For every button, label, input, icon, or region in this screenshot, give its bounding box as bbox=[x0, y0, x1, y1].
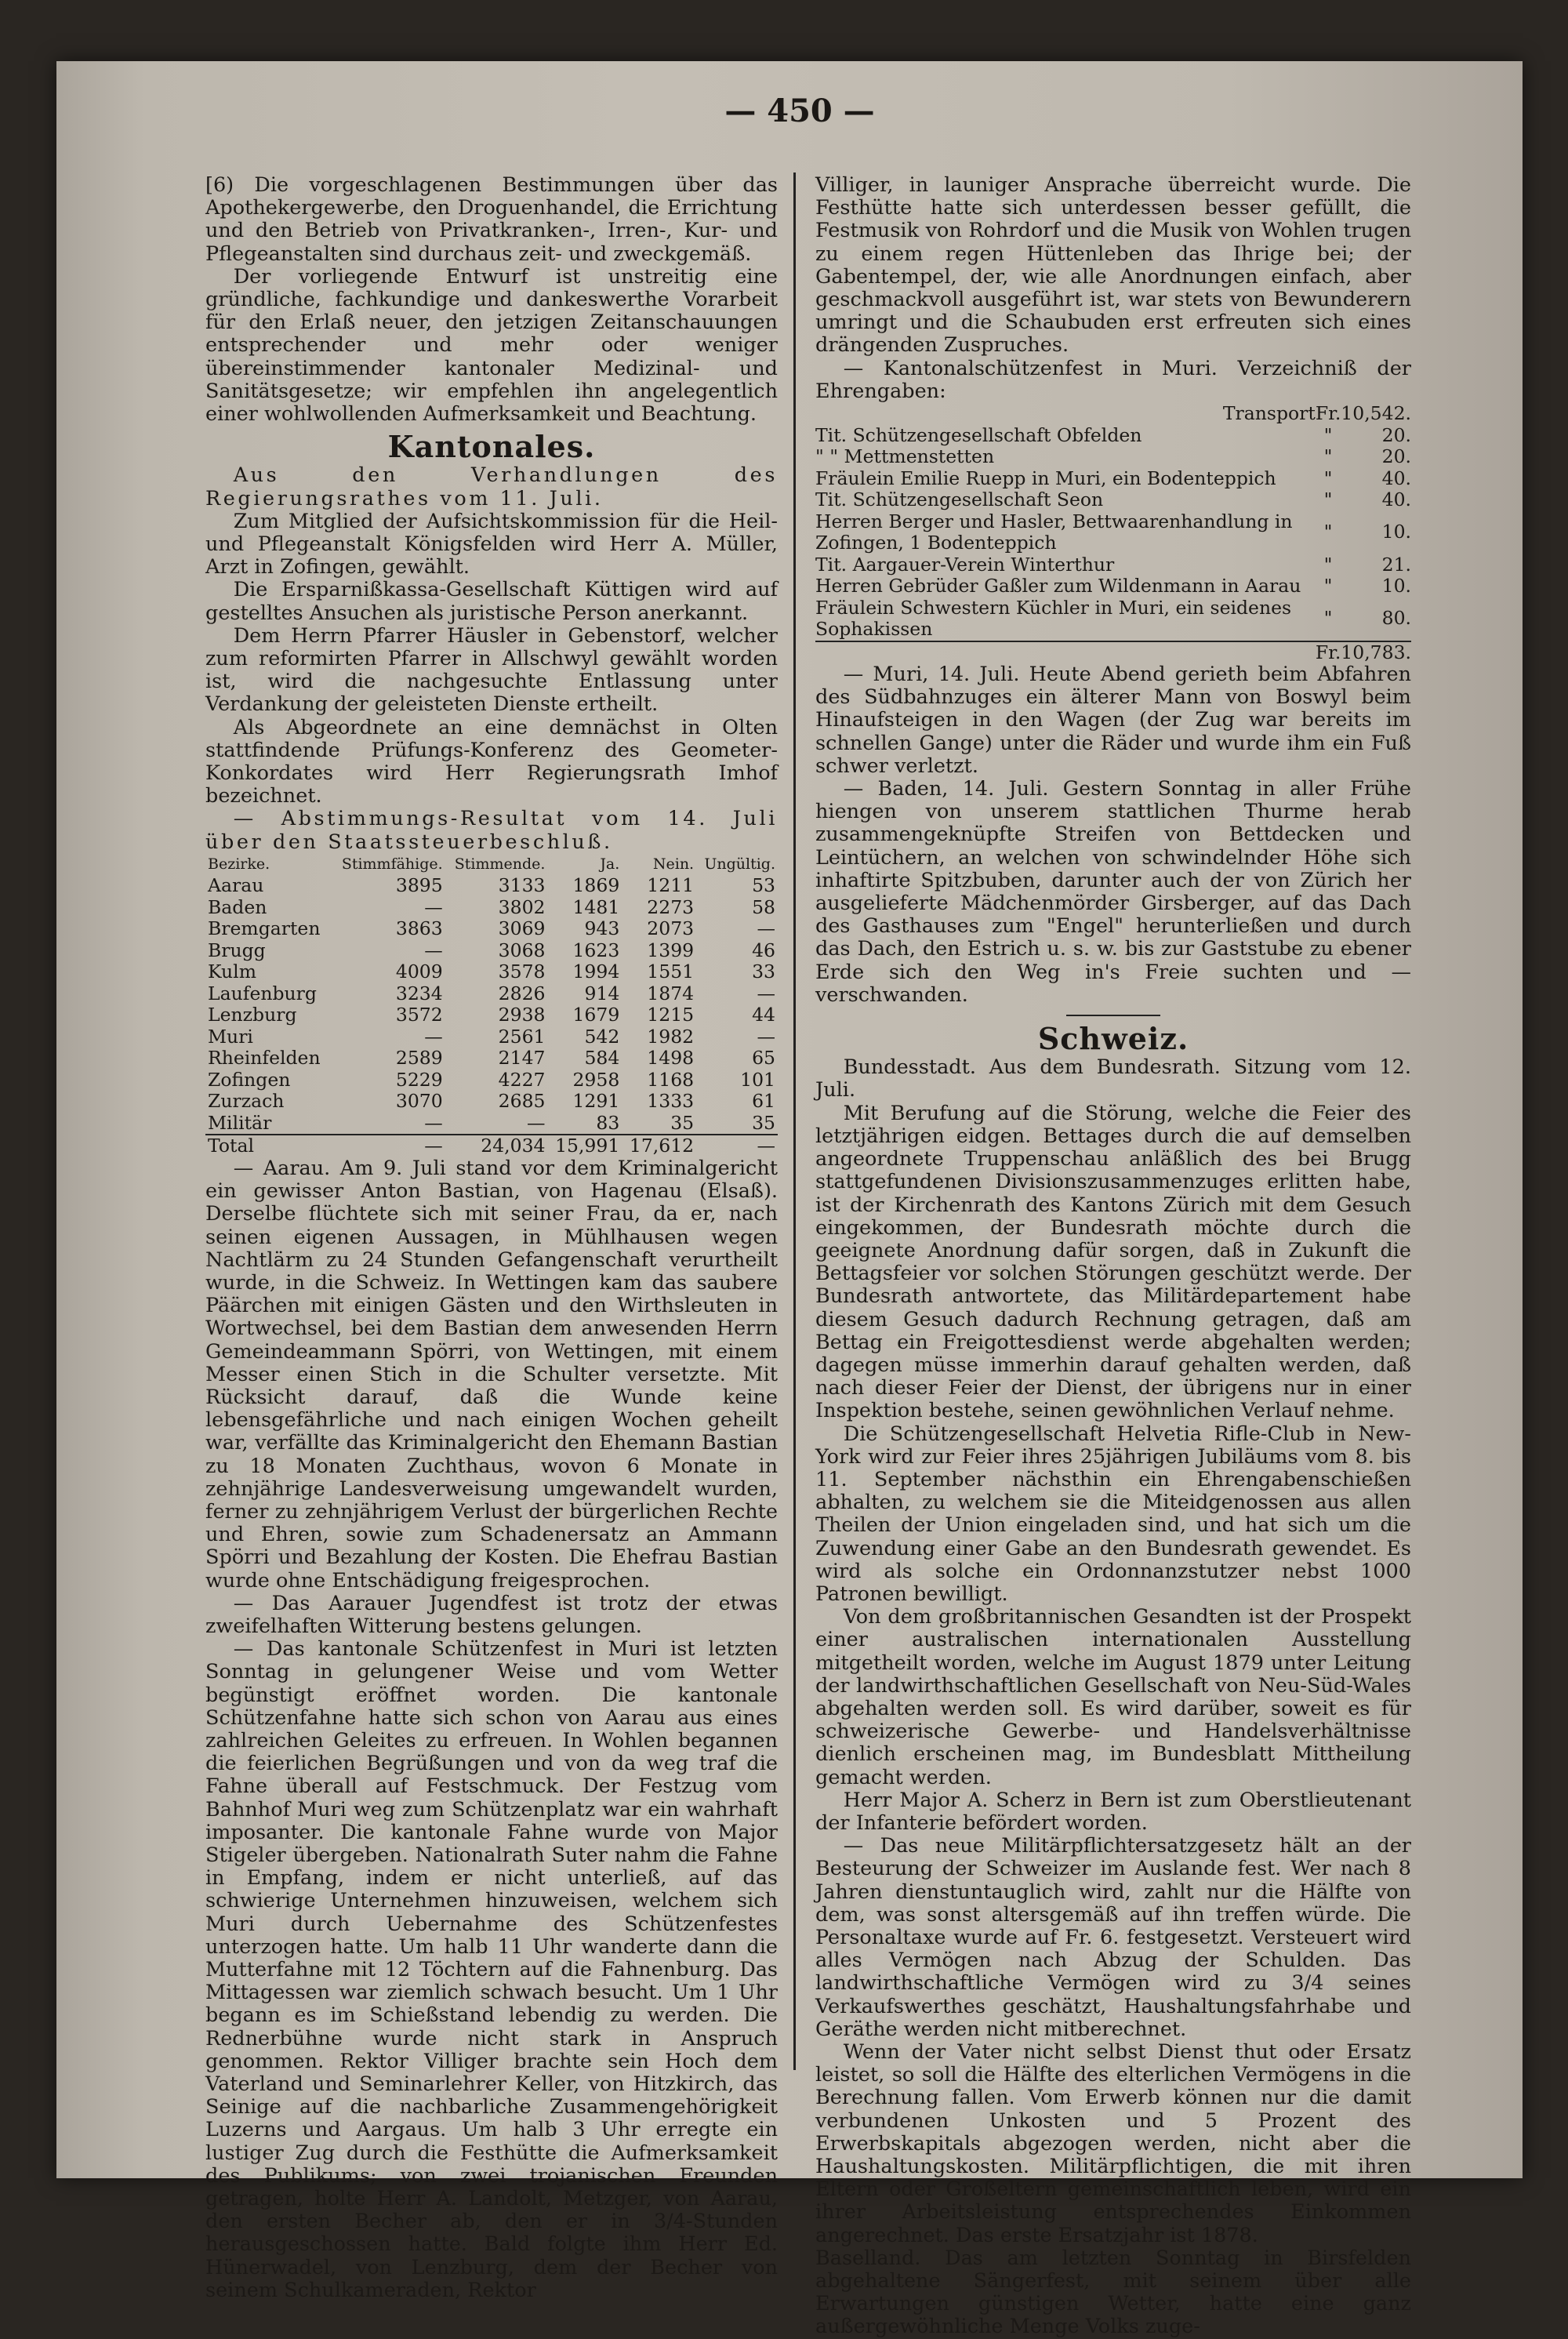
right-column bbox=[815, 174, 1411, 2339]
table-header-row bbox=[205, 854, 778, 876]
donation-amount: 10. bbox=[1381, 521, 1411, 543]
table-cell: 2938 bbox=[498, 1004, 546, 1026]
table-cell: 1399 bbox=[647, 939, 695, 961]
table-cell: 2561 bbox=[498, 1025, 546, 1048]
donation-row bbox=[815, 554, 1411, 576]
donor-name: Fräulein Emilie Ruepp in Muri, ein Bodenteppich bbox=[815, 467, 1276, 489]
table-row bbox=[205, 983, 778, 1005]
table-cell: 2685 bbox=[498, 1090, 546, 1113]
table-cell: 1679 bbox=[572, 1004, 620, 1026]
table-cell: 33 bbox=[752, 961, 775, 983]
table-cell: — bbox=[424, 895, 443, 918]
table-cell: 1498 bbox=[647, 1047, 695, 1070]
donor-name: " " Mettmenstetten bbox=[815, 445, 995, 468]
table-cell: 3234 bbox=[395, 982, 443, 1004]
table-cell: 65 bbox=[752, 1047, 775, 1070]
currency-mark: " bbox=[1323, 553, 1333, 576]
table-cell: 83 bbox=[596, 1111, 620, 1134]
table-row bbox=[205, 1113, 778, 1135]
table-cell: 3068 bbox=[498, 939, 546, 961]
section-heading-kantonales: Kantonales. bbox=[387, 429, 596, 465]
table-cell: 3572 bbox=[395, 1004, 443, 1026]
table-row bbox=[205, 961, 778, 983]
article-paragraph: [6) Die vorgeschlagenen Bestimmungen über das Apothekergewerbe, den Droguenhandel, die Errichtung und den Betrieb von Privatkranken-, Irren-, Kur- und Pflegeanstalten sind durchaus zeit- und zweckgemäß. bbox=[205, 173, 778, 266]
table-cell: 1291 bbox=[572, 1090, 620, 1113]
currency-mark: " bbox=[1323, 423, 1333, 446]
donation-row bbox=[815, 511, 1411, 554]
donation-row bbox=[815, 425, 1411, 447]
table-cell: Muri bbox=[208, 1025, 253, 1048]
donor-name: Tit. Schützengesellschaft Seon bbox=[815, 489, 1104, 511]
table-cell: 2073 bbox=[647, 917, 695, 940]
donation-amount: 20. bbox=[1381, 423, 1411, 446]
donation-amount: 21. bbox=[1381, 553, 1411, 576]
table-cell: 58 bbox=[752, 895, 775, 918]
table-row bbox=[205, 1070, 778, 1091]
donation-amount: 80. bbox=[1381, 607, 1411, 630]
table-cell: Aarau bbox=[208, 874, 264, 897]
table-cell: 3895 bbox=[395, 874, 443, 897]
article-paragraph: — Kantonalschützenfest in Muri. Verzeichniß der Ehrengaben: bbox=[815, 356, 1411, 403]
total-row bbox=[205, 1135, 778, 1157]
table-cell: 542 bbox=[584, 1025, 620, 1048]
table-cell: 1215 bbox=[647, 1004, 695, 1026]
table-cell: 3069 bbox=[498, 917, 546, 940]
donation-row bbox=[815, 403, 1411, 425]
currency-mark: " bbox=[1323, 575, 1333, 597]
table-cell: 46 bbox=[752, 939, 775, 961]
currency-mark: Fr. bbox=[1315, 402, 1341, 425]
table-row bbox=[205, 1026, 778, 1048]
page-number: — 450 — bbox=[724, 93, 875, 129]
table-cell: — bbox=[526, 1111, 546, 1134]
donor-name: Fräulein Schwestern Küchler in Muri, ein seidenes Sophakissen bbox=[815, 596, 1292, 641]
donor-name: Herren Gebrüder Gaßler zum Wildenmann in Aarau bbox=[815, 575, 1301, 597]
article-paragraph: Zum Mitglied der Aufsichtskommission für die Heil- und Pflegeanstalt Königsfelden wird Herr A. Müller, Arzt in Zofingen, gewählt. bbox=[205, 509, 778, 579]
table-cell: Laufenburg bbox=[208, 982, 317, 1004]
table-cell: — bbox=[332, 1135, 445, 1157]
table-cell: 1168 bbox=[647, 1068, 695, 1091]
table-cell: 2826 bbox=[498, 982, 546, 1004]
currency-mark: " bbox=[1323, 489, 1333, 511]
column-header: Stimmfähige. bbox=[341, 855, 443, 873]
table-cell: 61 bbox=[752, 1090, 775, 1113]
donation-amount: 40. bbox=[1381, 467, 1411, 489]
donation-row bbox=[815, 468, 1411, 490]
table-cell: 3578 bbox=[498, 961, 546, 983]
table-cell: 2273 bbox=[647, 895, 695, 918]
table-cell: 1623 bbox=[572, 939, 620, 961]
table-cell: 2147 bbox=[498, 1047, 546, 1070]
column-header: Nein. bbox=[652, 855, 695, 873]
table-cell: 1982 bbox=[647, 1025, 695, 1048]
table-cell: 914 bbox=[584, 982, 620, 1004]
article-paragraph: Von dem großbritannischen Gesandten ist der Prospekt einer australischen internationalen Ausstellung mitgetheilt worden, welche im August 1879 unter Leitung der landwirthschaftlichen Gesellschaft von Neu-Süd-Wales abgehalten werden soll. Es wird darüber, soweit es für schweizerische Gewerbe- und Handelsverhältnisse dienlich erscheinen mag, im Bundesblatt Mittheilung gemacht werden. bbox=[815, 1605, 1411, 1789]
article-paragraph: Baselland. Das am letzten Sonntag in Birsfelden abgehaltene Sängerfest, mit seinem über alle Erwartungen günstigen Wetter, hatte eine ganz außergewöhnliche Menge Volks zuge- bbox=[815, 2246, 1411, 2339]
article-paragraph: Die Schützengesellschaft Helvetia Rifle-Club in New-York wird zur Feier ihres 25jährigen Jubiläums vom 8. bis 11. September nächsthin ein Ehrengabenschießen abhalten, zu welchem sie die Miteidgenossen aus allen Theilen der Union eingeladen sind, und hat sich um die Zuwendung einer Gabe an den Bundesrath gewendet. Es wird als solche ein Ordonnanzstutzer nebst 1000 Patronen bewilligt. bbox=[815, 1422, 1411, 1606]
column-header: Stimmende. bbox=[454, 855, 546, 873]
table-cell: Rheinfelden bbox=[208, 1047, 321, 1070]
table-cell: 943 bbox=[584, 917, 620, 940]
table-cell: 35 bbox=[752, 1111, 775, 1134]
table-cell: 2589 bbox=[395, 1047, 443, 1070]
donations-total-row bbox=[815, 641, 1411, 664]
table-cell: Bremgarten bbox=[208, 917, 321, 940]
table-cell: — bbox=[757, 917, 775, 940]
table-cell: 1211 bbox=[647, 874, 695, 897]
currency-mark: " bbox=[1323, 445, 1333, 468]
section-heading-schweiz: Schweiz. bbox=[1037, 1021, 1189, 1057]
table-cell: 1481 bbox=[572, 895, 620, 918]
article-paragraph: — Baden, 14. Juli. Gestern Sonntag in aller Frühe hiengen von unserem stattlichen Thurme herab zusammengeknüpfte Streifen von Bettdecken und Leintüchern, an welchen von schwindelnder Höhe sich inhaftirte Spitzbuben, darunter auch der von Zürich her ausgelieferte Mädchenmörder Girsberger, auf das Dach des Gasthauses zum "Engel" herunterließen und durch das Dach, den Estrich u. s. w. bis zur Gaststube zu ebener Erde sich den Weg in's Freie suchten und — verschwanden. bbox=[815, 777, 1411, 1007]
donation-amount: 10,783. bbox=[1341, 641, 1411, 663]
column-header: Ungültig. bbox=[704, 855, 775, 873]
table-cell: Lenzburg bbox=[208, 1004, 297, 1026]
table-cell: 1874 bbox=[647, 982, 695, 1004]
donation-row bbox=[815, 597, 1411, 641]
donor-name: Tit. Schützengesellschaft Obfelden bbox=[815, 423, 1142, 446]
table-cell: 4227 bbox=[498, 1068, 546, 1091]
table-cell: 3863 bbox=[395, 917, 443, 940]
article-paragraph: Dem Herrn Pfarrer Häusler in Gebenstorf, welcher zum reformirten Pfarrer in Allschwyl gewählt worden ist, wird die nachgesuchte Entlassung unter Verdankung der geleisteten Dienste ertheilt. bbox=[205, 623, 778, 717]
table-cell: 1551 bbox=[647, 961, 695, 983]
table-cell: 5229 bbox=[395, 1068, 443, 1091]
article-paragraph: Villiger, in launiger Ansprache überreicht wurde. Die Festhütte hatte sich unterdessen besser gefüllt, die Festmusik von Rohrdorf und die Musik von Wohlen trugen zu einem regen Hüttenleben das Ihrige bei; der Gabentempel, der, wie alle Anordnungen einfach, aber geschmackvoll ausgeführt ist, war stets von Bewunderern umringt und die Schaubuden erst erfreuten sich eines drängenden Zuspruches. bbox=[815, 173, 1411, 358]
table-cell: Total bbox=[205, 1135, 332, 1157]
table-cell: 24,034 bbox=[445, 1135, 548, 1157]
table-cell: 15,991 bbox=[547, 1135, 622, 1157]
donation-row bbox=[815, 576, 1411, 597]
table-cell: 3070 bbox=[395, 1090, 443, 1113]
vote-results-table bbox=[205, 854, 778, 1157]
article-paragraph: — Das Aarauer Jugendfest ist trotz der etwas zweifelhaften Witterung bestens gelungen. bbox=[205, 1591, 778, 1638]
left-column bbox=[205, 174, 778, 2302]
column-header: Ja. bbox=[600, 855, 620, 873]
currency-mark: " bbox=[1323, 607, 1333, 630]
currency-mark: " bbox=[1323, 521, 1333, 543]
donor-name: Tit. Aargauer-Verein Winterthur bbox=[815, 553, 1115, 576]
table-row bbox=[205, 940, 778, 962]
table-cell: — bbox=[424, 1111, 443, 1134]
table-cell: — bbox=[696, 1135, 778, 1157]
table-cell: 584 bbox=[584, 1047, 620, 1070]
table-row bbox=[205, 1048, 778, 1070]
article-subheading: Aus den Verhandlungen des Regierungsrathes vom 11. Juli. bbox=[205, 463, 778, 510]
table-cell: Brugg bbox=[208, 939, 266, 961]
donations-table bbox=[815, 403, 1411, 663]
article-paragraph: — Das kantonale Schützenfest in Muri ist letzten Sonntag in gelungener Weise und vom Wetter begünstigt eröffnet worden. Die kantonale Schützenfahne hatte sich schon von Aarau aus eines zahlreichen Geleites zu erfreuen. In Wohlen begannen die feierlichen Begrüßungen und von da weg traf die Fahne überall auf Festschmuck. Der Festzug vom Bahnhof Muri weg zum Schützenplatz war ein wahrhaft imposanter. Die kantonale Fahne wurde von Major Stigeler übergeben. Nationalrath Suter nahm die Fahne in Empfang, indem er nicht unterließ, auf das schwierige Unternehmen hinzuweisen, welchem sich Muri durch Uebernahme des Schützenfestes unterzogen hatte. Um halb 11 Uhr wanderte dann die Mutterfahne mit 12 Töchtern auf die Fahnenburg. Das Mittagessen war ziemlich schwach besucht. Um 1 Uhr begann es im Schießstand lebendig zu werden. Die Rednerbühne wurde nicht stark in Anspruch genommen. Rektor Villiger brachte sein Hoch dem Vaterland und Seminarlehrer Keller, von Hitzkirch, das Seinige auf die nachbarliche Zusammengehörigkeit Luzerns und Aargaus. Um halb 3 Uhr erregte ein lustiger Zug durch die Festhütte die Aufmerksamkeit des Publikums; von zwei trojanischen Freunden getragen, holte Herr A. Landolt, Metzger, von Aarau, den ersten Becher ab, den er in 3/4-Stunden herausgeschossen hatte. Bald folgte ihm Herr Ed. Hünerwadel, von Lenzburg, dem der Becher von seinem Schulkameraden, Rektor bbox=[205, 1637, 778, 2302]
table-cell: Zurzach bbox=[208, 1090, 285, 1113]
donor-name: Herren Berger und Hasler, Bettwaarenhandlung in Zofingen, 1 Bodenteppich bbox=[815, 510, 1293, 554]
article-paragraph: Der vorliegende Entwurf ist unstreitig eine gründliche, fachkundige und dankeswerthe Vorarbeit für den Erlaß neuer, den jetzigen Zeitanschauungen entsprechender und mehr oder weniger übereinstimmender kantonaler Medizinal- und Sanitätsgesetze; wir empfehlen ihn angelegentlich einer wohlwollenden Aufmerksamkeit und Beachtung. bbox=[205, 264, 778, 427]
article-paragraph: Wenn der Vater nicht selbst Dienst thut oder Ersatz leistet, so soll die Hälfte des elterlichen Vermögens in die Berechnung fallen. Vom Erwerb können nur die damit verbundenen Unkosten und 5 Prozent des Erwerbskapitals abgezogen werden, nicht aber die Haushaltungskosten. Militärpflichtigen, die mit ihren Eltern oder Großeltern gemeinschaftlich leben, wird ein ihrer Arbeitsleistung entsprechendes Einkommen angerechnet. Das erste Ersatzjahr ist 1878. bbox=[815, 2040, 1411, 2247]
article-paragraph: — Aarau. Am 9. Juli stand vor dem Kriminalgericht ein gewisser Anton Bastian, von Hagenau (Elsaß). Derselbe flüchtete sich mit seiner Frau, da er, nach seinen eigenen Aussagen, in Mühlhausen wegen Nachtlärm zu 24 Stunden Gefangenschaft verurtheilt wurde, in die Schweiz. In Wettingen kam das saubere Päärchen mit einigen Gästen und den Wirthsleuten in Wortwechsel, bei dem Bastian dem anwesenden Herrn Gemeindeammann Spörri, von Wettingen, mit einem Messer einen Stich in die Schulter versetzte. Mit Rücksicht darauf, daß die Wunde keine lebensgefährliche und nach einigen Wochen geheilt war, verfällte das Kriminalgericht den Ehemann Bastian zu 18 Monaten Zuchthaus, wovon 6 Monate in zehnjährige Landesverweisung umgewandelt wurden, ferner zu zehnjährigem Verlust der bürgerlichen Rechte und Ehren, sowie zum Schadenersatz an Ammann Spörri und Bezahlung der Kosten. Die Ehefrau Bastian wurde ohne Entschädigung freigesprochen. bbox=[205, 1156, 778, 1593]
donation-row bbox=[815, 489, 1411, 511]
table-cell: — bbox=[424, 1025, 443, 1048]
table-cell: 35 bbox=[670, 1111, 695, 1134]
article-paragraph: Die Ersparnißkassa-Gesellschaft Küttigen wird auf gestelltes Ansuchen als juristische Person anerkannt. bbox=[205, 578, 778, 625]
table-cell: — bbox=[424, 939, 443, 961]
table-cell: 101 bbox=[740, 1068, 775, 1091]
article-paragraph: — Muri, 14. Juli. Heute Abend gerieth beim Abfahren des Südbahnzuges ein älterer Mann von Boswyl beim Hinaufsteigen in den Wagen (der Zug war bereits im schnellen Gange) unter die Räder und wurde ihm ein Fuß schwer verletzt. bbox=[815, 663, 1411, 778]
donation-amount: 40. bbox=[1381, 489, 1411, 511]
table-cell: Kulm bbox=[208, 961, 256, 983]
table-cell: 44 bbox=[752, 1004, 775, 1026]
table-cell: 53 bbox=[752, 874, 775, 897]
table-cell: 1333 bbox=[647, 1090, 695, 1113]
donation-amount: 10,542. bbox=[1341, 402, 1411, 425]
article-subheading: — Abstimmungs-Resultat vom 14. Juli über den Staatssteuerbeschluß. bbox=[205, 807, 778, 854]
table-cell: Militär bbox=[208, 1111, 272, 1134]
table-cell: Baden bbox=[208, 895, 267, 918]
table-cell: — bbox=[757, 982, 775, 1004]
table-row bbox=[205, 918, 778, 940]
donation-amount: 20. bbox=[1381, 445, 1411, 468]
table-row bbox=[205, 875, 778, 897]
table-cell: 1994 bbox=[572, 961, 620, 983]
donation-amount: 10. bbox=[1381, 575, 1411, 597]
table-cell: 17,612 bbox=[622, 1135, 696, 1157]
currency-mark: Fr. bbox=[1315, 641, 1341, 663]
article-paragraph: Herr Major A. Scherz in Bern ist zum Oberstlieutenant der Infanterie befördert worden. bbox=[815, 1788, 1411, 1835]
table-cell: 1869 bbox=[572, 874, 620, 897]
donor-name bbox=[815, 641, 1316, 664]
article-subheading: Bundesstadt. Aus dem Bundesrath. Sitzung vom 12. Juli. bbox=[815, 1055, 1411, 1102]
separator-rule bbox=[1066, 1015, 1160, 1016]
table-cell: 4009 bbox=[395, 961, 443, 983]
table-cell: 2958 bbox=[572, 1068, 620, 1091]
article-paragraph: Als Abgeordnete an eine demnächst in Olten stattfindende Prüfungs-Konferenz des Geometer-Konkordates wird Herr Regierungsrath Imhof bezeichnet. bbox=[205, 715, 778, 808]
article-paragraph: — Das neue Militärpflichtersatzgesetz hält an der Besteurung der Schweizer im Auslande fest. Wer nach 8 Jahren dienstuntauglich wird, zahlt nur die Hälfte von dem, was sonst altersgemäß auf ihn treffen würde. Die Personaltaxe wurde auf Fr. 6. festgesetzt. Versteuert wird alles Vermögen nach Abzug der Schulden. Das landwirthschaftliche Vermögen wird zu 3/4 seines Verkaufswerthes geschätzt, Haushaltungsfahrhabe und Geräthe werden nicht mitberechnet. bbox=[815, 1834, 1411, 2041]
table-cell: Zofingen bbox=[208, 1068, 291, 1091]
article-paragraph: Mit Berufung auf die Störung, welche die Feier des letztjährigen eidgen. Bettages durch die auf demselben angeordnete Truppenschau anläßlich des bei Brugg stattgefundenen Divisionszusammenzuges erlitten habe, ist der Kirchenrath des Kantons Zürich mit dem Gesuch eingekommen, der Bundesrath möchte durch die geeignete Anordnung dafür sorgen, daß in Zukunft die Bettagsfeier vor solchen Störungen geschützt werde. Der Bundesrath antwortete, das Militärdepartement habe diesem Gesuch dadurch Rechnung getragen, daß am Bettag ein Freigottesdienst werde abgehalten werden; dagegen müsse immerhin darauf gehalten werden, daß nach dieser Feier der Dienst, der übrigens nur in einer Inspektion bestehe, seinen gewöhnlichen Verlauf nehme. bbox=[815, 1101, 1411, 1423]
table-row bbox=[205, 1091, 778, 1113]
table-cell: — bbox=[757, 1025, 775, 1048]
donor-name: Transport bbox=[1222, 402, 1316, 425]
table-cell: 3802 bbox=[498, 895, 546, 918]
table-row bbox=[205, 1004, 778, 1026]
donation-row bbox=[815, 446, 1411, 468]
currency-mark: " bbox=[1323, 467, 1333, 489]
table-cell: 3133 bbox=[498, 874, 546, 897]
column-header: Bezirke. bbox=[208, 855, 270, 873]
column-divider bbox=[793, 173, 796, 2070]
table-row bbox=[205, 897, 778, 919]
